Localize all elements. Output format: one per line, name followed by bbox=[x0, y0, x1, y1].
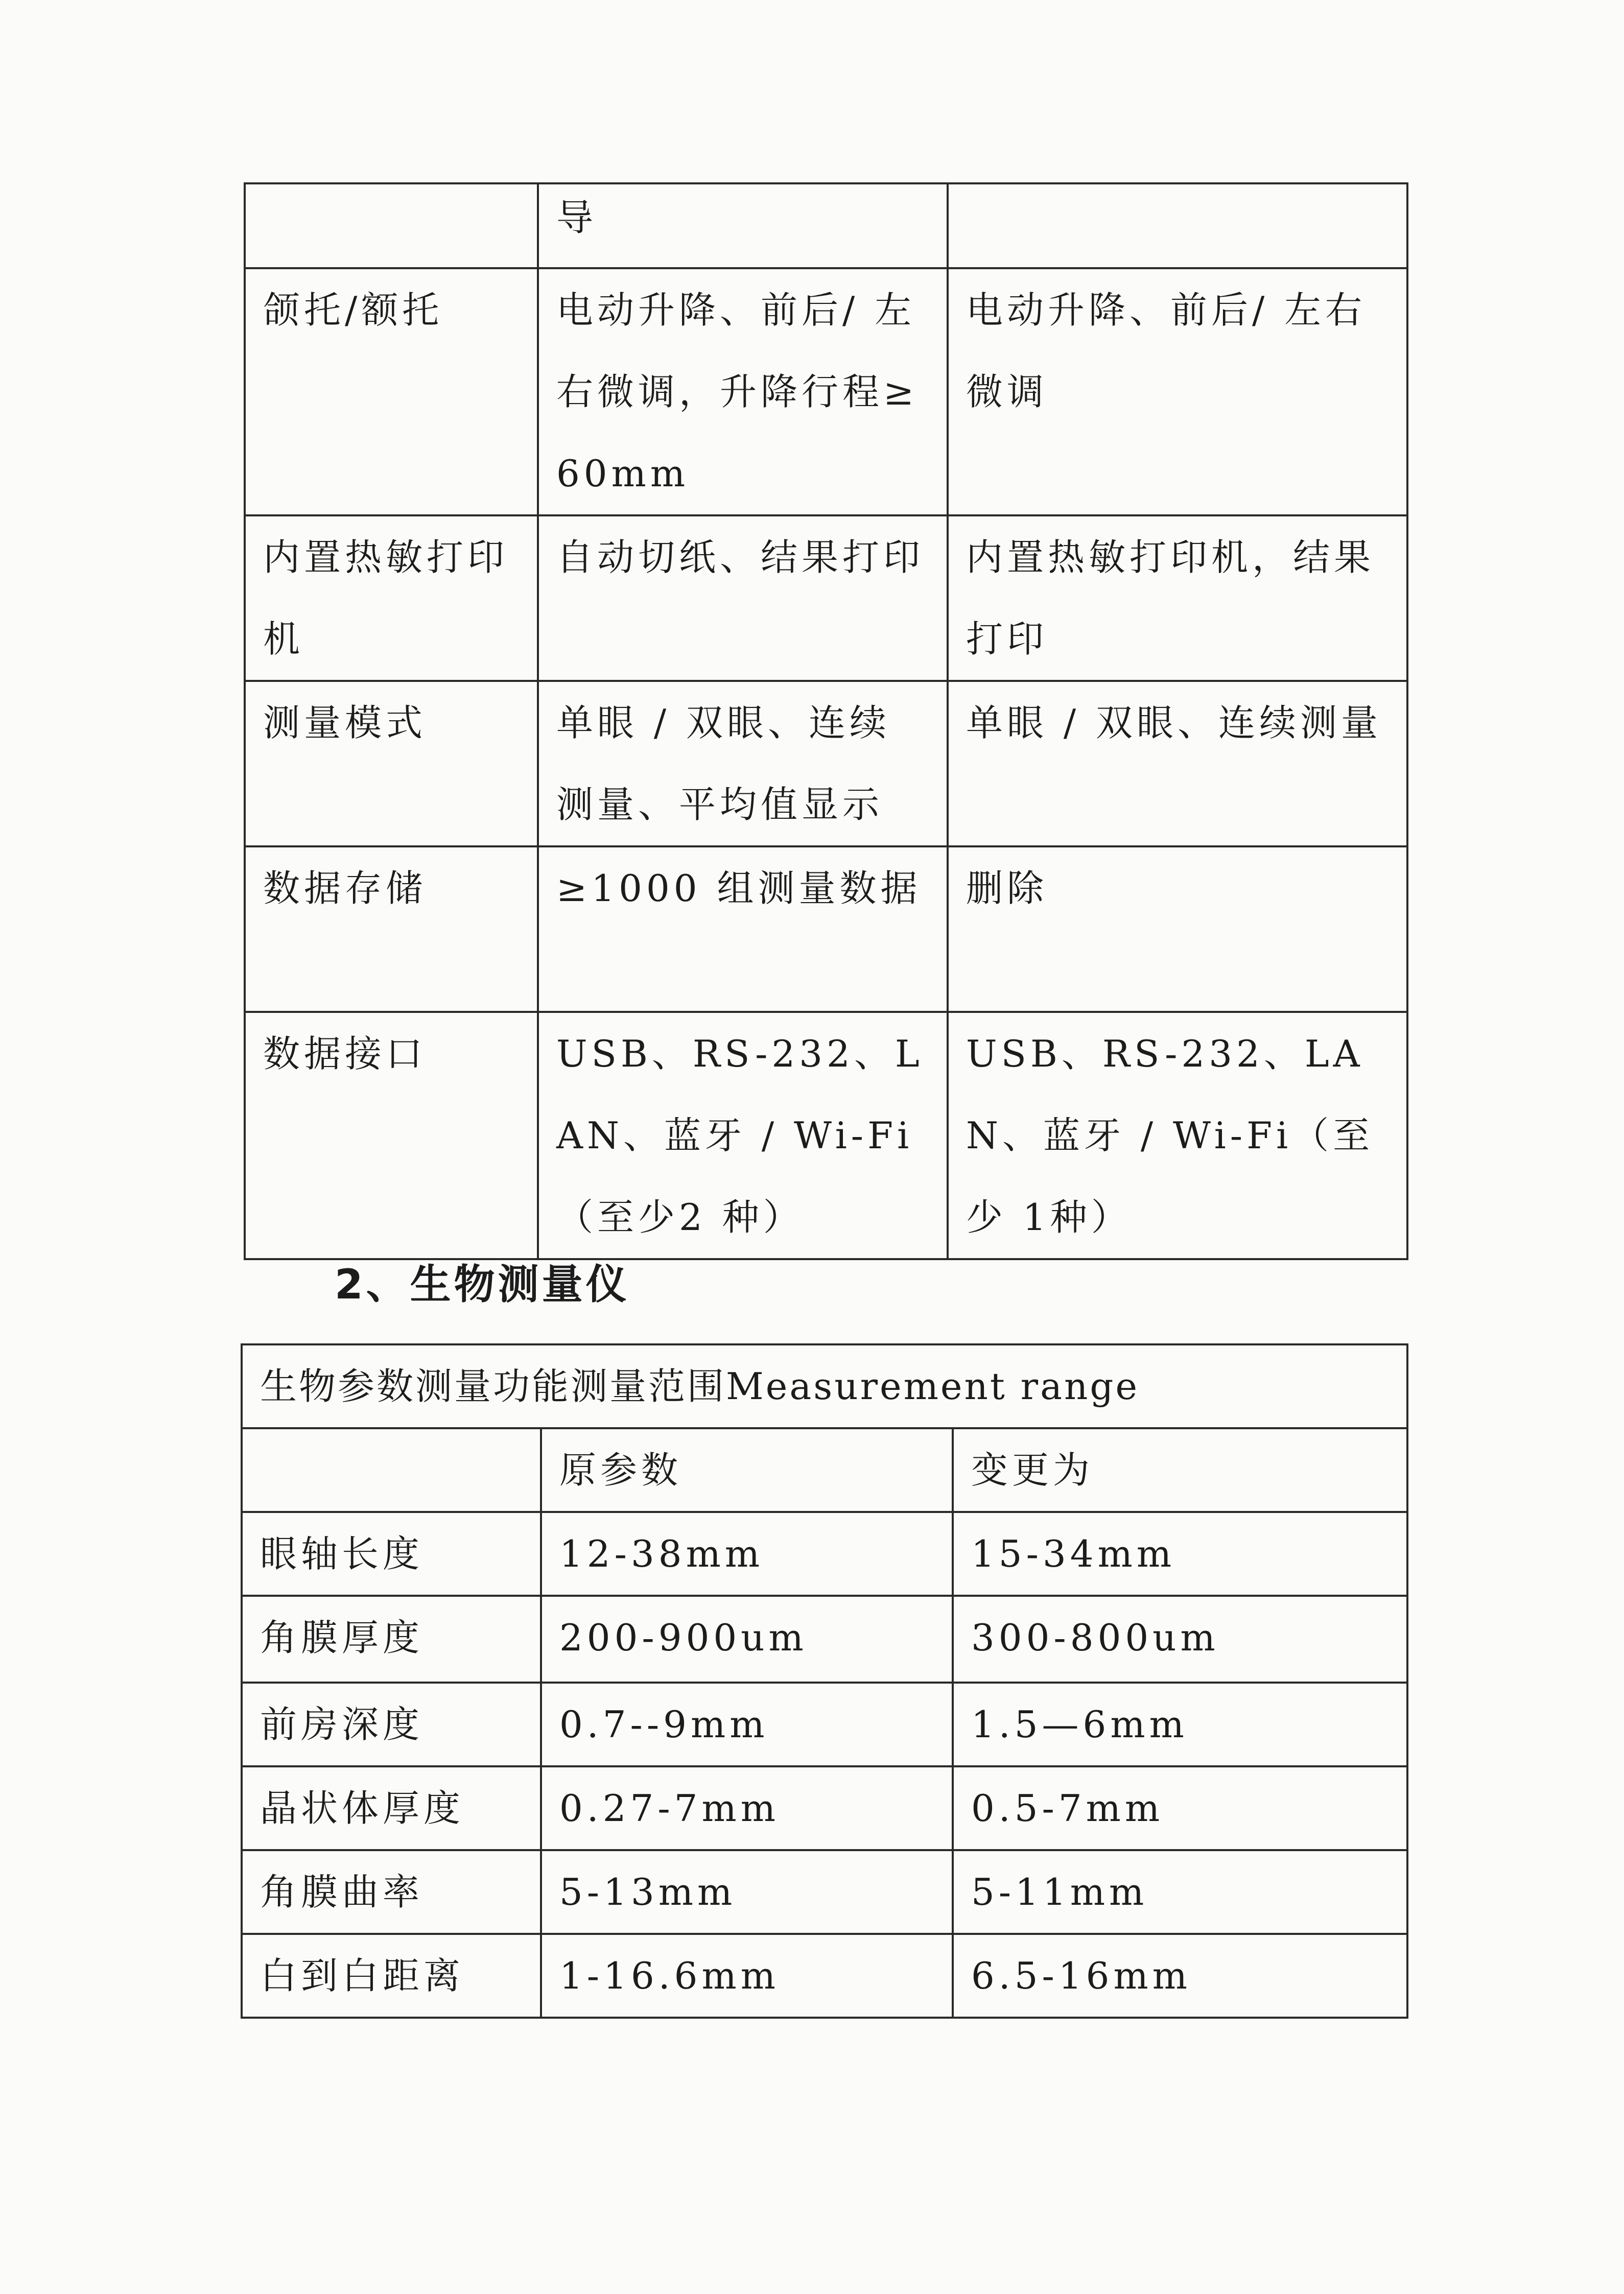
table-cell: 内置热敏打印机 bbox=[245, 515, 538, 681]
table-row bbox=[242, 1512, 1407, 1596]
table-row bbox=[242, 1596, 1407, 1683]
table-cell: USB、RS-232、LAN、蓝牙 / Wi-Fi（至少 1种） bbox=[948, 1012, 1407, 1259]
table-cell: 300-800um bbox=[953, 1596, 1407, 1683]
table-header-cell: 原参数 bbox=[541, 1428, 953, 1512]
table-cell: 单眼 / 双眼、连续测量、平均值显示 bbox=[538, 681, 948, 846]
spec-table-1 bbox=[244, 182, 1408, 1260]
table-cell: 0.7--9mm bbox=[541, 1683, 953, 1766]
table-cell: 5-13mm bbox=[541, 1850, 953, 1934]
table-cell: 200-900um bbox=[541, 1596, 953, 1683]
table-cell: 数据接口 bbox=[245, 1012, 538, 1259]
table-cell: 15-34mm bbox=[953, 1512, 1407, 1596]
table-row bbox=[242, 1683, 1407, 1766]
table-cell: 角膜曲率 bbox=[242, 1850, 541, 1934]
table-header-cell bbox=[242, 1428, 541, 1512]
table-cell: ≥1000 组测量数据 bbox=[538, 846, 948, 1012]
table-row bbox=[242, 1934, 1407, 2018]
table-row bbox=[245, 681, 1407, 846]
section-heading: 2、生物测量仪 bbox=[335, 1261, 630, 1308]
table-cell: 白到白距离 bbox=[242, 1934, 541, 2018]
table-row bbox=[245, 515, 1407, 681]
table-cell: 单眼 / 双眼、连续测量 bbox=[948, 681, 1407, 846]
table-cell bbox=[948, 183, 1407, 268]
measurement-range-table bbox=[241, 1343, 1408, 2019]
table-cell: 12-38mm bbox=[541, 1512, 953, 1596]
table-caption-row bbox=[242, 1344, 1407, 1428]
table-row bbox=[245, 1012, 1407, 1259]
table-cell: 晶状体厚度 bbox=[242, 1766, 541, 1850]
table-cell: 前房深度 bbox=[242, 1683, 541, 1766]
table-row bbox=[242, 1766, 1407, 1850]
table-cell: USB、RS-232、LAN、蓝牙 / Wi-Fi（至少2 种） bbox=[538, 1012, 948, 1259]
table-header-row bbox=[242, 1428, 1407, 1512]
table-row bbox=[245, 268, 1407, 515]
table-cell: 角膜厚度 bbox=[242, 1596, 541, 1683]
table-cell bbox=[245, 183, 538, 268]
table-cell: 导 bbox=[538, 183, 948, 268]
table-cell: 1.5—6mm bbox=[953, 1683, 1407, 1766]
table-cell: 电动升降、前后/ 左右微调 bbox=[948, 268, 1407, 515]
table-row bbox=[242, 1850, 1407, 1934]
table-cell: 5-11mm bbox=[953, 1850, 1407, 1934]
table-cell: 0.5-7mm bbox=[953, 1766, 1407, 1850]
table-cell: 电动升降、前后/ 左右微调，升降行程≥60mm bbox=[538, 268, 948, 515]
table-cell: 颌托/额托 bbox=[245, 268, 538, 515]
table-cell: 1-16.6mm bbox=[541, 1934, 953, 2018]
table-cell: 6.5-16mm bbox=[953, 1934, 1407, 2018]
table-cell: 自动切纸、结果打印 bbox=[538, 515, 948, 681]
table-cell: 数据存储 bbox=[245, 846, 538, 1012]
table-cell: 删除 bbox=[948, 846, 1407, 1012]
table-cell: 测量模式 bbox=[245, 681, 538, 846]
table-header-cell: 变更为 bbox=[953, 1428, 1407, 1512]
table-cell: 0.27-7mm bbox=[541, 1766, 953, 1850]
table-row bbox=[245, 846, 1407, 1012]
table-cell: 内置热敏打印机，结果打印 bbox=[948, 515, 1407, 681]
table-cell: 眼轴长度 bbox=[242, 1512, 541, 1596]
table-caption: 生物参数测量功能测量范围Measurement range bbox=[242, 1344, 1407, 1428]
table-row bbox=[245, 183, 1407, 268]
